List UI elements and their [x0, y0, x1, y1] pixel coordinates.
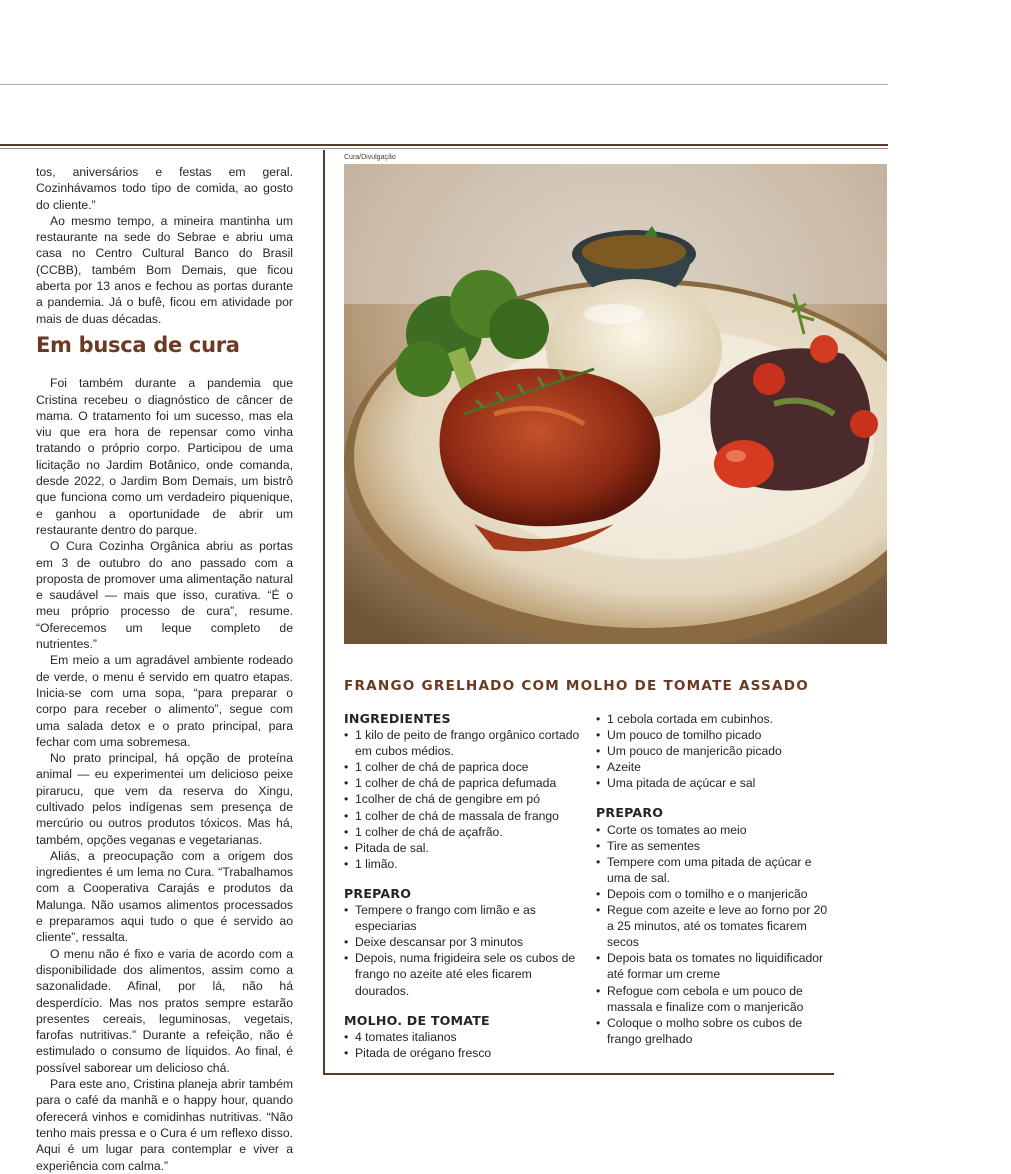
list-item: • 1colher de chá de gengibre em pó [344, 791, 589, 807]
list-item: • Depois, numa frigideira sele os cubos de frango no azeite até eles ficarem dourados. [344, 950, 589, 998]
article-paragraph: Foi também durante a pandemia que Cristina recebeu o diagnóstico de câncer de mama. O tratamento foi um sucesso, mas ela viu que era hora de repensar como vinha tratando o próprio corpo. Participou de uma licitação no Jardim Botânico, onde comanda, desde 2022, o Jardim Bom Demais, um bistrô que funciona como um verdadeiro piquenique, e ganhou a oportunidade de abrir um restaurante dentro do parque. [36, 376, 293, 537]
list-item: • Coloque o molho sobre os cubos de frango grelhado [596, 1015, 836, 1047]
section-rule [0, 144, 888, 146]
article-paragraph: Ao mesmo tempo, a mineira mantinha um restaurante na sede do Sebrae e abriu uma casa no Centro Cultural Banco do Brasil (CCBB), também Bom Demais, que ficou aberta por 13 anos e fechou as portas durante a pandemia. Já o bufê, ficou em atividade por mais de duas décadas. [36, 213, 293, 326]
ingredients-heading: INGREDIENTES [344, 711, 451, 726]
list-item: • 1 limão. [344, 856, 589, 872]
sidebar-divider [323, 150, 325, 1075]
recipe-column-left [344, 711, 589, 1075]
article-column [36, 164, 293, 1174]
list-item: • Tempere com uma pitada de açúcar e uma de sal. [596, 854, 836, 886]
list-item: • Regue com azeite e leve ao forno por 20 a 25 minutos, até os tomates ficarem secos [596, 902, 836, 950]
preparo-heading: PREPARO [344, 885, 412, 901]
ingredients-list [344, 727, 589, 872]
list-item: • Tire as sementes [596, 838, 836, 854]
list-item: • Refogue com cebola e um pouco de massala e finalize com o manjericão [596, 983, 836, 1015]
list-item: • Azeite [596, 759, 836, 775]
list-item: • 1 colher de chá de açafrão. [344, 824, 589, 840]
article-paragraph: No prato principal, há opção de proteína animal — eu experimentei um delicioso peixe pirarucu, que vem da reserva do Xingu, cultivado pelos indígenas sem presença de mercúrio ou outros produtos tóxicos. Mas há, também, opções veganas e vegetarianas. [36, 751, 293, 847]
list-item: • 1 colher de chá de paprica defumada [344, 775, 589, 791]
recipe-title: FRANGO GRELHADO COM MOLHO DE TOMATE ASSADO [344, 678, 810, 694]
molho-ingredients-list-cont [596, 711, 836, 791]
list-item: • Um pouco de tomilho picado [596, 727, 836, 743]
dish-photo [344, 164, 887, 644]
article-paragraph: tos, aniversários e festas em geral. Cozinhávamos todo tipo de comida, ao gosto do cliente.” [36, 165, 293, 212]
section-rule-thin [0, 148, 888, 149]
list-item: • Tempere o frango com limão e as especiarias [344, 902, 589, 934]
list-item: • Uma pitada de açúcar e sal [596, 775, 836, 791]
list-item: • Um pouco de manjericão picado [596, 743, 836, 759]
article-paragraph: Aliás, a preocupação com a origem dos ingredientes é um lema no Cura. “Trabalhamos com a Cooperativa Carajás e produtos da Malunga. Não usamos alimentos processados e preparamos aqui tudo o que é servido ao cliente”, ressalta. [36, 848, 293, 945]
article-paragraph: O Cura Cozinha Orgânica abriu as portas em 3 de outubro do ano passado com a proposta de promover uma alimentação natural e saudável — mais que isso, curativa. “É o meu próprio processo de cura”, resume. “Oferecemos um leque completo de nutrientes.” [36, 539, 293, 652]
list-item: • Corte os tomates ao meio [596, 822, 836, 838]
list-item: • 1 colher de chá de massala de frango [344, 808, 589, 824]
list-item: • 1 colher de chá de paprica doce [344, 759, 589, 775]
list-item: • Deixe descansar por 3 minutos [344, 934, 589, 950]
article-subheading: Em busca de cura [36, 332, 240, 357]
molho-preparo-heading: PREPARO [596, 805, 664, 821]
list-item: • Pitada de sal. [344, 840, 589, 856]
recipe-column-right [596, 711, 836, 1061]
article-paragraph: Para este ano, Cristina planeja abrir também para o café da manhã e o happy hour, quando oferecerá vinhos e comidinhas nutritivas. “Não tenho mais pressa e o Cura é um reflexo disso. Aqui é um lugar para contemplar e viver a experiência com calma.” [36, 1077, 293, 1173]
list-item: • Depois bata os tomates no liquidificador até formar um creme [596, 950, 836, 982]
list-item: • Pitada de orégano fresco [344, 1045, 589, 1061]
list-item: • 4 tomates italianos [344, 1029, 589, 1045]
list-item: • Depois com o tomilho e o manjericão [596, 886, 836, 902]
dish-illustration [344, 164, 887, 644]
molho-preparo-list [596, 822, 836, 1047]
preparo-list [344, 902, 589, 999]
article-paragraph: Em meio a um agradável ambiente rodeado de verde, o menu é servido em quatro etapas. Inicia-se com uma sopa, “para preparar o corpo para receber o alimento”, segue com uma salada detox e o prato principal, para fechar com uma sobremesa. [36, 653, 293, 749]
list-item: • 1 kilo de peito de frango orgânico cortado em cubos médios. [344, 727, 589, 759]
molho-ingredients-list [344, 1029, 589, 1061]
list-item: • 1 cebola cortada em cubinhos. [596, 711, 836, 727]
top-rule [0, 84, 888, 85]
photo-credit: Cura/Divulgação [344, 154, 396, 161]
molho-heading: MOLHO. DE TOMATE [344, 1012, 490, 1028]
article-paragraph: O menu não é fixo e varia de acordo com a disponibilidade dos alimentos, assim como a sazonalidade. Afinal, por lá, não há desperdício. Mas nos pratos sempre estarão presentes cereais, leguminosas, vegetais, farofas nutritivas.” Durante a refeição, não é estimulado o consumo de líquidos. Ao final, é possível saborear um delicioso chá. [36, 946, 293, 1075]
